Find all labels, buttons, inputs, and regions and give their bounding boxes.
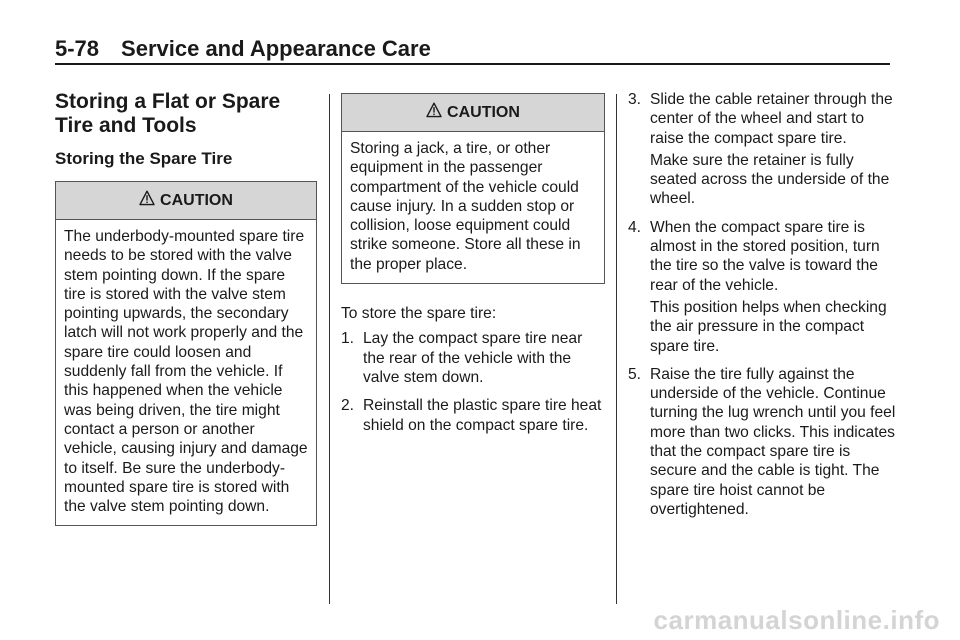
step-text: When the compact spare tire is almost in the stored position, turn the tire so the valve is toward the rear of the vehicle.: [650, 218, 880, 294]
step-item: [628, 365, 896, 519]
caution-header: [56, 182, 316, 220]
intro-text: To store the spare tire:: [341, 305, 497, 323]
step-text: Raise the tire fully against the underside of the vehicle. Continue turning the lug wrench until you feel more than two clicks. This indicates that the compact spare tire is secure and the cable is tight. The spare tire hoist cannot be overtightened.: [650, 365, 896, 518]
step-text: Lay the compact spare tire near the rear of the vehicle with the valve stem down.: [363, 330, 583, 386]
step-note: Make sure the retainer is fully seated across the underside of the wheel.: [650, 151, 890, 208]
caution-text: The underbody-mounted spare tire needs to be stored with the valve stem pointing down. If the spare tire is stored with the valve stem pointing upwards, the secondary latch will not work properly and the spare tire could loosen and suddenly fall from the vehicle. If this happened when the vehicle was being driven, the tire might contact a person or another vehicle, causing injury and damage to itself. Be sure the underbody-mounted spare tire is stored with the valve stem pointing down.: [64, 228, 308, 516]
chapter-title: Service and Appearance Care: [121, 36, 431, 61]
steps-list-a: [341, 329, 605, 434]
caution-label: CAUTION: [447, 103, 520, 121]
page-number: 5-78: [55, 36, 100, 61]
step-text: Slide the cable retainer through the center of the wheel and start to raise the compact spare tire.: [650, 91, 893, 147]
caution-box-1: [55, 181, 317, 526]
column-divider-2: [616, 94, 617, 604]
column-1: [55, 90, 317, 526]
step-number: 1.: [341, 330, 355, 348]
caution-header: [342, 94, 604, 132]
step-number: 3.: [628, 91, 642, 108]
column-divider-1: [329, 94, 330, 604]
step-number: 5.: [628, 365, 642, 383]
section-title: Storing a Flat or Spare Tire and Tools: [55, 90, 281, 137]
subsection-title: Storing the Spare Tire: [55, 149, 233, 168]
column-2: [341, 93, 605, 444]
watermark: carmanualsonline.info: [653, 605, 940, 635]
steps-list-b: [628, 90, 896, 519]
step-item: [341, 396, 605, 435]
column-3: [628, 90, 896, 528]
warning-triangle-icon: [139, 190, 155, 206]
page-header: [55, 36, 890, 62]
step-note: This position helps when checking the air pressure in the compact spare tire.: [650, 298, 887, 355]
step-item: [341, 329, 605, 387]
step-text: Reinstall the plastic spare tire heat shield on the compact spare tire.: [363, 397, 602, 434]
caution-text: Storing a jack, a tire, or other equipment in the passenger compartment of the vehicle could cause injury. In a sudden stop or collision, loose equipment could strike someone. Store all these in the proper place.: [350, 140, 581, 273]
step-item: [628, 218, 896, 356]
caution-label: CAUTION: [160, 191, 233, 209]
step-item: [628, 90, 896, 209]
step-number: 4.: [628, 218, 642, 236]
header-rule: [55, 63, 890, 65]
step-number: 2.: [341, 397, 355, 415]
caution-box-2: [341, 93, 605, 284]
warning-triangle-icon: [426, 102, 442, 118]
